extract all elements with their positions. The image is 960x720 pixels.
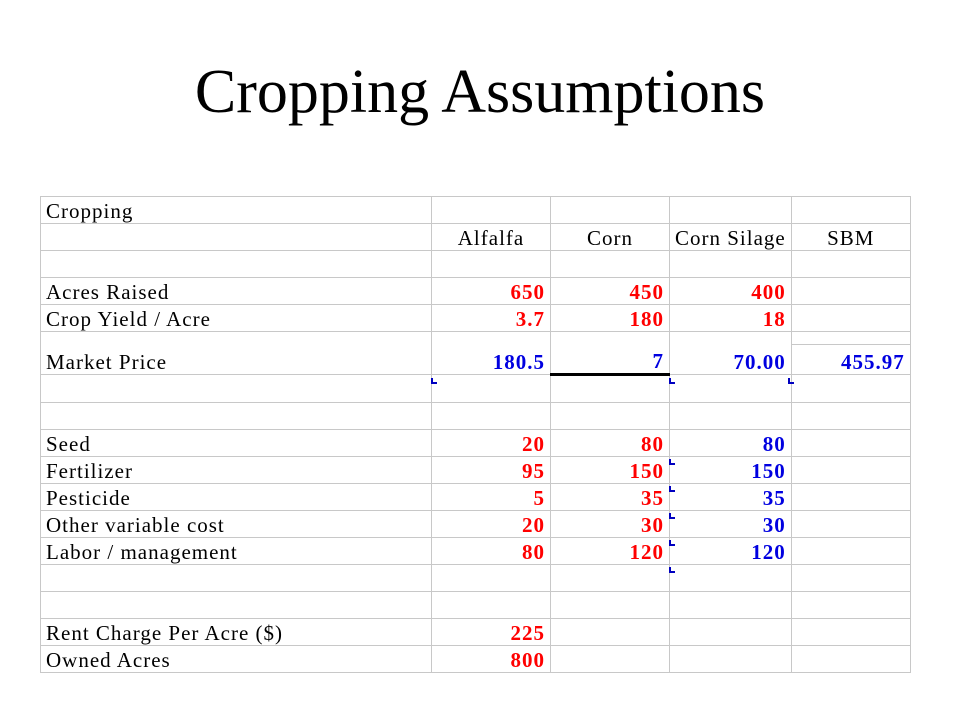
- link-marker-icon: [669, 567, 675, 573]
- value-cell: [791, 618, 910, 645]
- blank-row: [41, 251, 911, 278]
- blank-row: [41, 591, 911, 618]
- value-cell: [791, 456, 910, 483]
- value-cell: [551, 618, 670, 645]
- row-label: Pesticide: [41, 483, 432, 510]
- row-labor-management: [41, 537, 911, 564]
- row-label: Other variable cost: [41, 510, 432, 537]
- row-label: Labor / management: [41, 537, 432, 564]
- value-cell: 30: [551, 510, 670, 537]
- row-market-price: [41, 345, 911, 375]
- blank-row: [41, 332, 911, 345]
- value-cell: 180: [551, 305, 670, 332]
- value-cell: 800: [432, 645, 551, 672]
- value-cell: 450: [551, 278, 670, 305]
- row-label: Rent Charge Per Acre ($): [41, 618, 432, 645]
- row-fertilizer: [41, 456, 911, 483]
- section-label: Cropping: [41, 197, 432, 224]
- value-cell: [791, 278, 910, 305]
- value-cell: [551, 645, 670, 672]
- row-label: Market Price: [41, 345, 432, 375]
- value-cell: 35: [551, 483, 670, 510]
- value-cell: 18: [670, 305, 792, 332]
- blank-row: [41, 564, 911, 591]
- link-marker-icon: [431, 378, 437, 384]
- value-cell: 80: [432, 537, 551, 564]
- row-label: Crop Yield / Acre: [41, 305, 432, 332]
- value-cell: 120: [551, 537, 670, 564]
- empty-cell: [41, 224, 432, 251]
- value-cell: 455.97: [791, 345, 910, 375]
- empty-cell: [551, 197, 670, 224]
- value-cell: 150: [670, 456, 792, 483]
- row-acres-raised: [41, 278, 911, 305]
- value-cell: 650: [432, 278, 551, 305]
- blank-row: [41, 402, 911, 429]
- slide-title: Cropping Assumptions: [194, 58, 766, 126]
- value-cell: 225: [432, 618, 551, 645]
- column-header-sbm: SBM: [791, 224, 910, 251]
- link-marker-icon: [788, 378, 794, 384]
- header-row: [41, 224, 911, 251]
- row-owned-acres: [41, 645, 911, 672]
- row-crop-yield: [41, 305, 911, 332]
- link-marker-icon: [669, 513, 675, 519]
- value-cell: 30: [670, 510, 792, 537]
- column-header-corn-silage: Corn Silage: [670, 224, 792, 251]
- value-cell: [791, 537, 910, 564]
- value-cell: [791, 305, 910, 332]
- value-cell: [670, 645, 792, 672]
- row-seed: [41, 429, 911, 456]
- cropping-table: [40, 196, 911, 673]
- row-label: Acres Raised: [41, 278, 432, 305]
- blank-row: [41, 374, 911, 402]
- table-row: [41, 197, 911, 224]
- value-cell: [791, 429, 910, 456]
- link-marker-icon: [669, 486, 675, 492]
- value-cell: 3.7: [432, 305, 551, 332]
- row-pesticide: [41, 483, 911, 510]
- value-cell: 120: [670, 537, 792, 564]
- row-label: Fertilizer: [41, 456, 432, 483]
- value-cell: [791, 510, 910, 537]
- row-other-variable-cost: [41, 510, 911, 537]
- value-cell: 35: [670, 483, 792, 510]
- value-cell: [670, 618, 792, 645]
- value-cell: 20: [432, 510, 551, 537]
- row-label: Owned Acres: [41, 645, 432, 672]
- link-marker-icon: [669, 459, 675, 465]
- column-header-alfalfa: Alfalfa: [432, 224, 551, 251]
- value-cell: 80: [670, 429, 792, 456]
- value-cell: 80: [551, 429, 670, 456]
- row-rent-charge: [41, 618, 911, 645]
- value-cell: 5: [432, 483, 551, 510]
- value-cell: 180.5: [432, 345, 551, 375]
- value-cell: [791, 483, 910, 510]
- link-marker-icon: [669, 540, 675, 546]
- link-marker-icon: [669, 378, 675, 384]
- value-cell: 20: [432, 429, 551, 456]
- value-cell: 95: [432, 456, 551, 483]
- value-cell: 150: [551, 456, 670, 483]
- value-cell: [791, 645, 910, 672]
- column-header-corn: Corn: [551, 224, 670, 251]
- value-cell: 7: [551, 345, 670, 375]
- empty-cell: [432, 197, 551, 224]
- row-label: Seed: [41, 429, 432, 456]
- value-cell: 70.00: [670, 345, 792, 375]
- empty-cell: [791, 197, 910, 224]
- value-cell: 400: [670, 278, 792, 305]
- empty-cell: [670, 197, 792, 224]
